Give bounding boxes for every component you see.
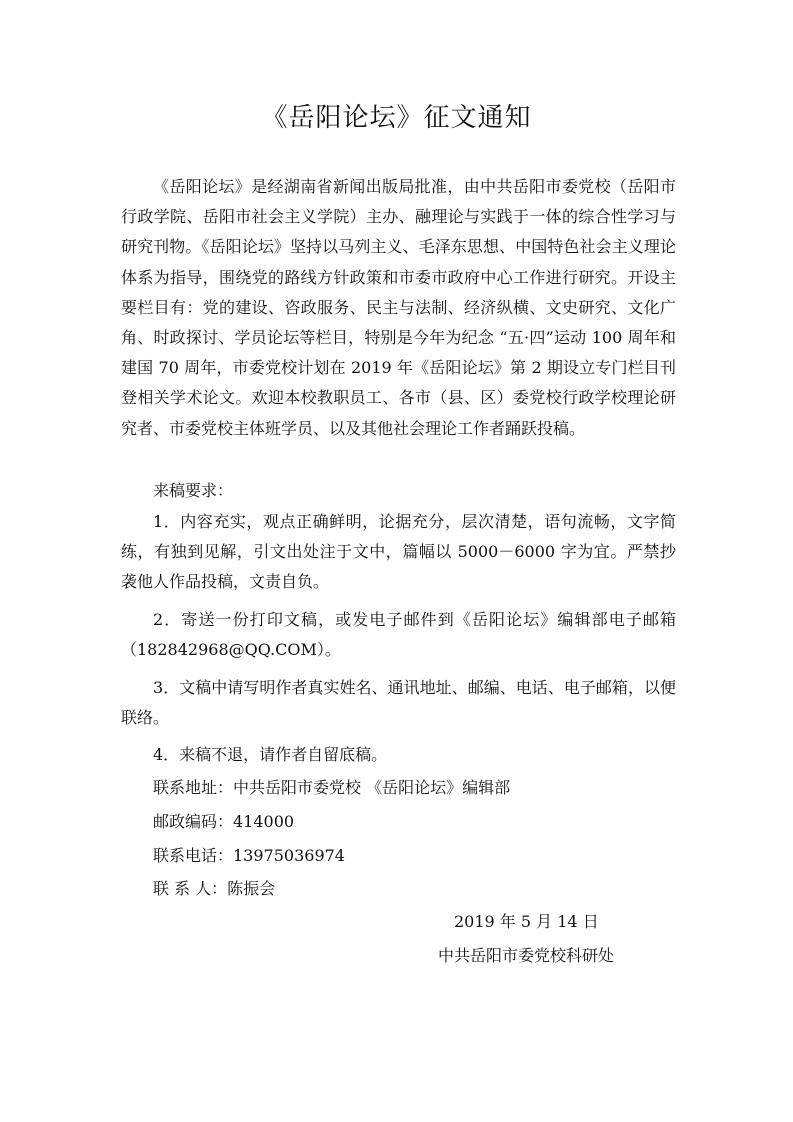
requirement-item-3: 3．文稿中请写明作者真实姓名、通讯地址、邮编、电话、电子邮箱，以便联络。 (121, 678, 676, 728)
requirement-item-1: 1．内容充实，观点正确鲜明，论据充分，层次清楚，语句流畅，文字简练，有独到见解，引文出处注于文中，篇幅以 5000－6000 字为宜。严禁抄袭他人作品投稿，文责自负。 (121, 512, 676, 592)
requirement-item-2: 2．寄送一份打印文稿，或发电子邮件到《岳阳论坛》编辑部电子邮箱（182842968@QQ.COM）。 (121, 610, 676, 660)
signature-org: 中共岳阳市委党校科研处 (438, 946, 615, 965)
signature-date: 2019 年 5 月 14 日 (454, 912, 599, 931)
document-title: 《岳阳论坛》征文通知 (261, 103, 532, 133)
requirements-heading: 来稿要求： (153, 481, 234, 500)
contact-address: 联系地址：中共岳阳市委党校 《岳阳论坛》编辑部 (153, 778, 511, 797)
contact-phone: 联系电话：13975036974 (153, 846, 345, 865)
requirement-item-4: 4．来稿不退，请作者自留底稿。 (153, 745, 388, 764)
contact-person: 联 系 人：陈振会 (153, 879, 276, 898)
intro-paragraph: 《岳阳论坛》是经湖南省新闻出版局批准，由中共岳阳市委党校（岳阳市行政学院、岳阳市社会主义学院）主办、融理论与实践于一体的综合性学习与研究刊物。《岳阳论坛》坚持以马列主义、毛泽东思想、中国特色社会主义理论体系为指导，围绕党的路线方针政策和市委市政府中心工作进行研究。开设主要栏目有：党的建设、咨政服务、民主与法制、经济纵横、文史研究、文化广角、时政探讨、学员论坛等栏目，特别是今年为纪念 “五·四”运动 100 周年和建国 70 周年，市委党校计划在 2019 年《岳阳论坛》第 2 期设立专门栏目刊登相关学术论文。欢迎本校教职员工、各市（县、区）委党校行政学校理论研究者、市委党校主体班学员、以及其他社会理论工作者踊跃投稿。 (121, 177, 676, 438)
contact-postcode: 邮政编码：414000 (153, 812, 295, 831)
